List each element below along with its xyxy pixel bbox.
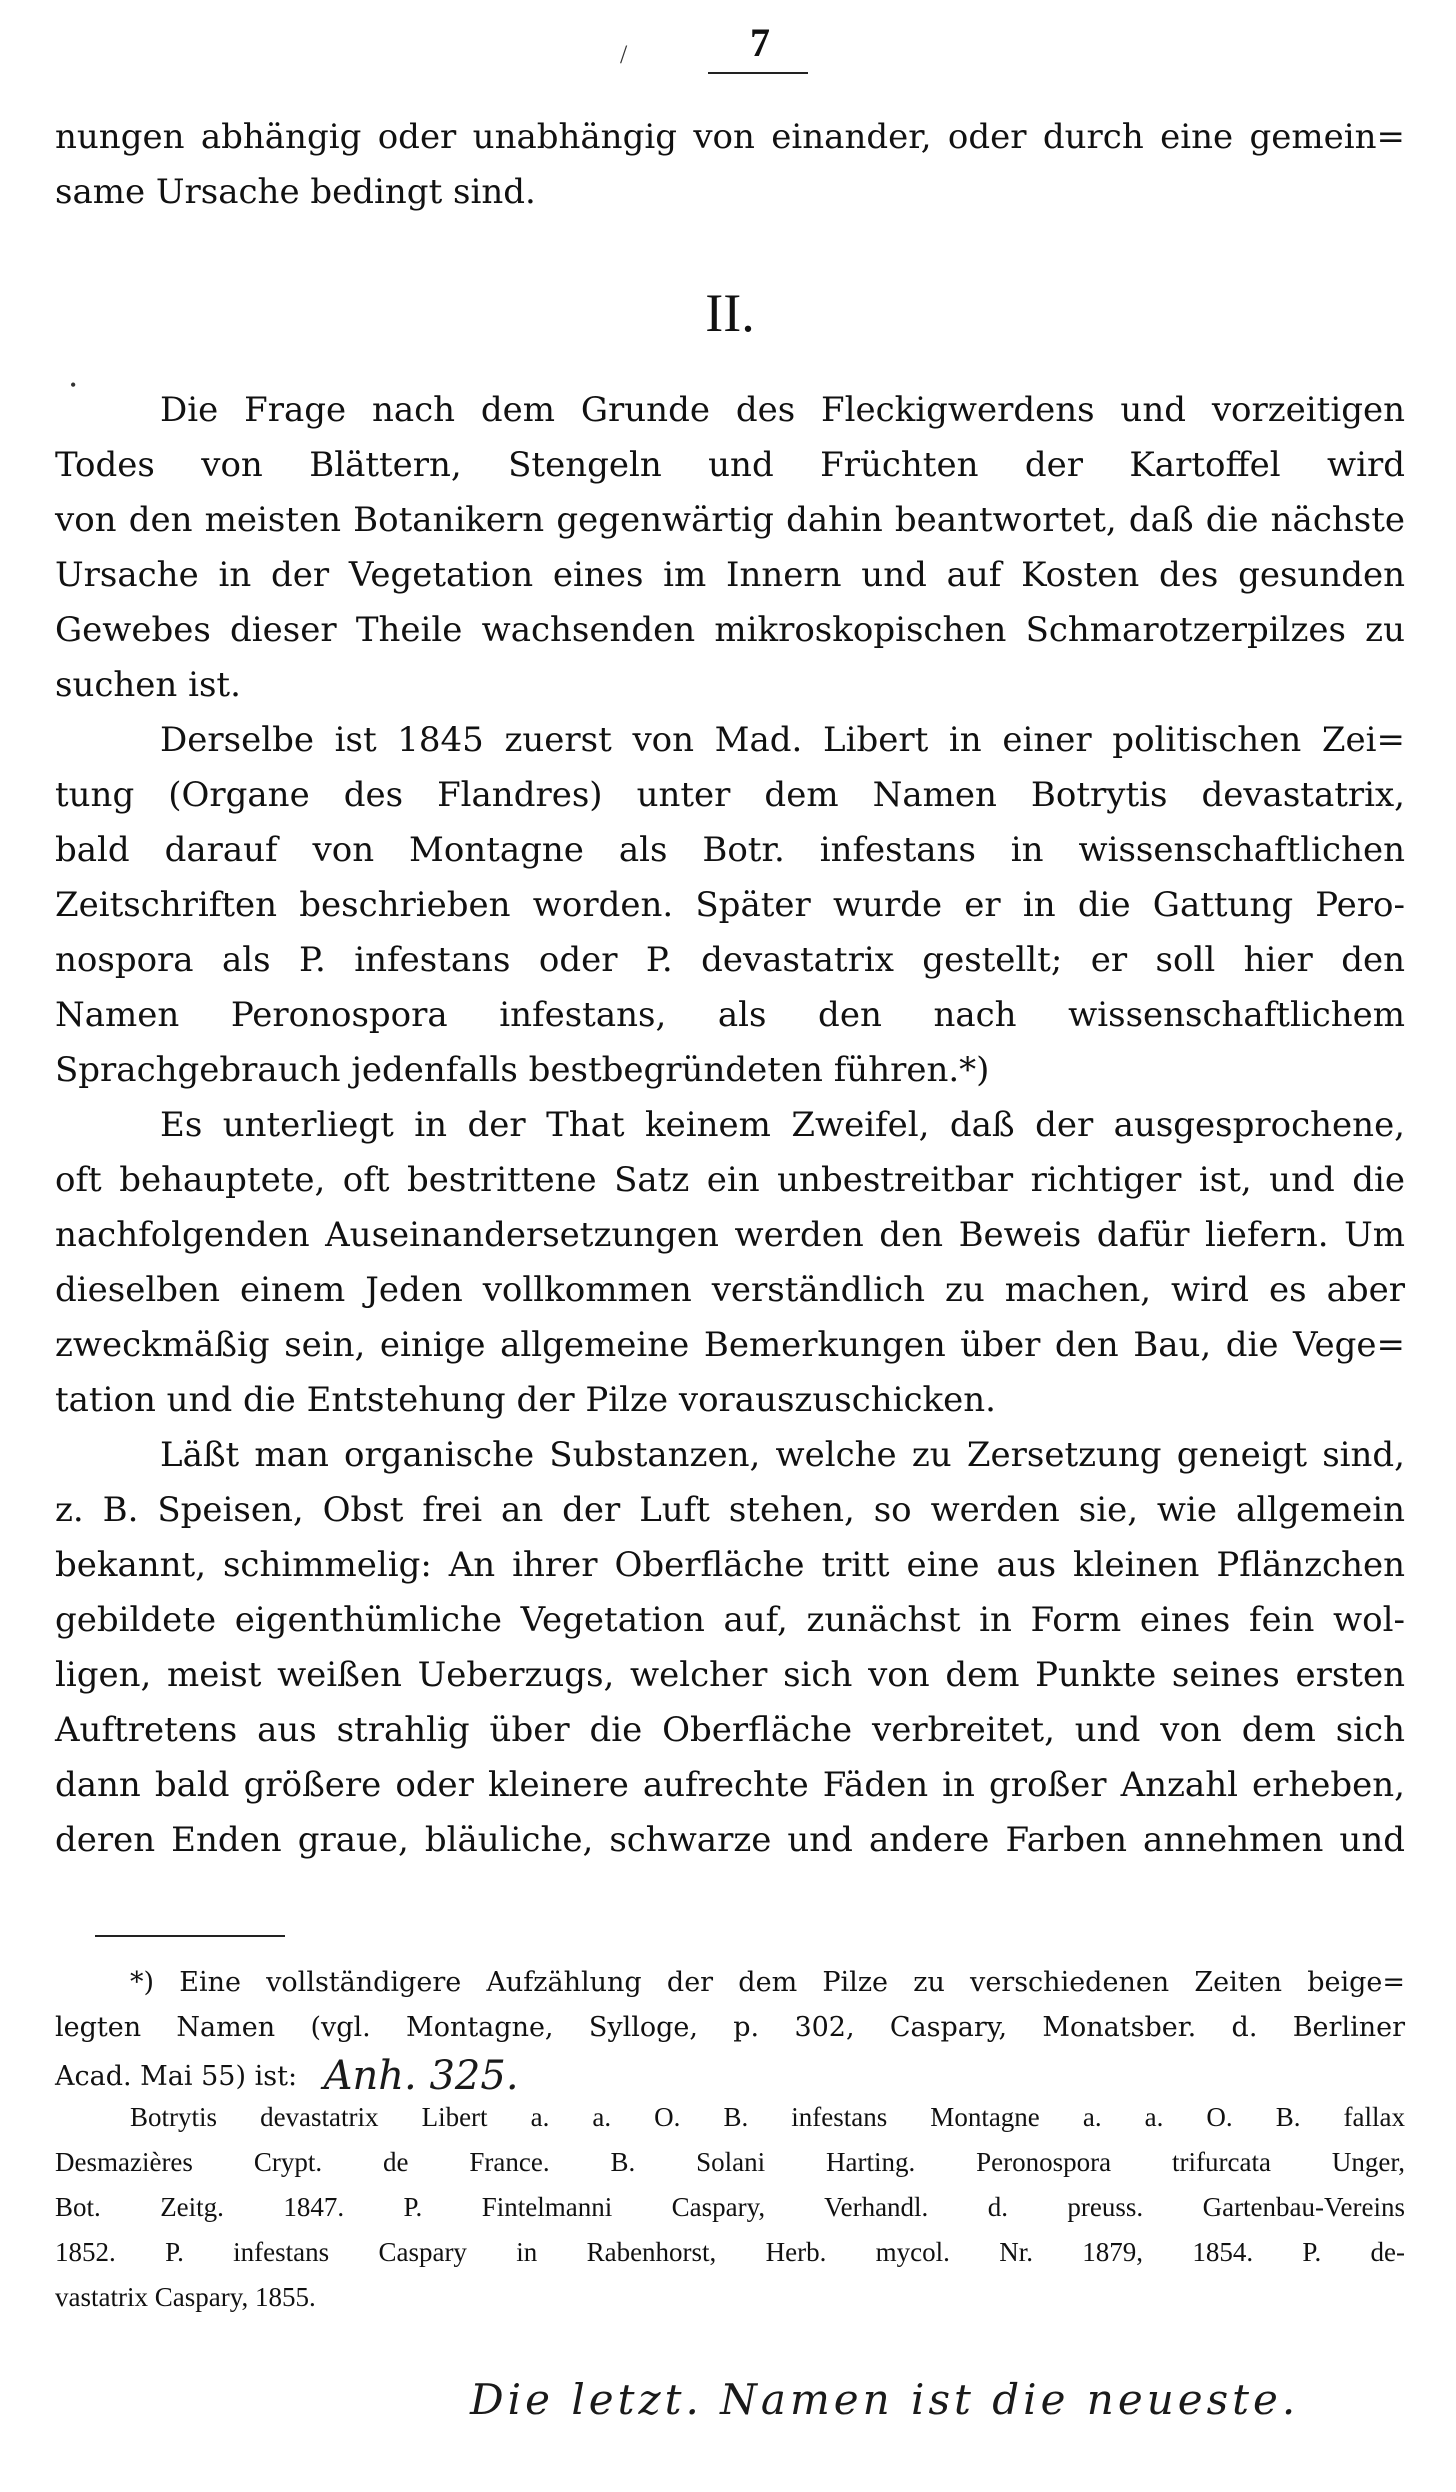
footnote-latin-line: vastatrix Caspary, 1855. [55, 2282, 316, 2312]
footnote-block [55, 1960, 1405, 2320]
main-text [55, 110, 1405, 1868]
footnote-line: legten Namen (vgl. Montagne, Sylloge, p. 302, Caspary, Monatsber. d. Berliner [55, 2012, 1405, 2043]
stray-dot-mark: • [70, 375, 77, 395]
paragraph-3 [55, 1098, 1405, 1428]
text-line: nachfolgenden Auseinandersetzungen werden den Beweis dafür liefern. Um [55, 1215, 1405, 1255]
text-line: ligen, meist weißen Ueberzugs, welcher sich von dem Punkte seines ersten [55, 1655, 1405, 1695]
text-line: Es unterliegt in der That keinem Zweifel, daß der ausgesprochene, [160, 1105, 1405, 1145]
text-line: gebildete eigenthümliche Vegetation auf, zunächst in Form eines fein wol- [55, 1600, 1405, 1640]
footnote-line [55, 2050, 1405, 2099]
text-line: z. B. Speisen, Obst frei an der Luft stehen, so werden sie, wie allgemein [55, 1490, 1405, 1530]
text-line: von den meisten Botanikern gegenwärtig dahin beantwortet, daß die nächste [55, 500, 1405, 540]
text-line: tation und die Entstehung der Pilze vorauszuschicken. [55, 1380, 996, 1420]
text-line: Läßt man organische Substanzen, welche zu Zersetzung geneigt sind, [160, 1435, 1405, 1475]
paragraph-2 [55, 713, 1405, 1098]
footnote-latin-line: Bot. Zeitg. 1847. P. Fintelmanni Caspary, Verhandl. d. preuss. Gartenbau-Vereins [55, 2192, 1405, 2222]
footnote-latin-line: Desmazières Crypt. de France. B. Solani Harting. Peronospora trifurcata Unger, [55, 2147, 1405, 2177]
text-line: suchen ist. [55, 665, 241, 705]
text-line: zweckmäßig sein, einige allgemeine Bemerkungen über den Bau, die Vege= [55, 1325, 1405, 1365]
text-line: tung (Organe des Flandres) unter dem Namen Botrytis devastatrix, [55, 775, 1405, 815]
handwritten-note: Die letzt. Namen ist die neueste. [470, 2375, 1300, 2424]
text-line: Ursache in der Vegetation eines im Innern und auf Kosten des gesunden [55, 555, 1405, 595]
text-line: Derselbe ist 1845 zuerst von Mad. Libert in einer politischen Zei= [160, 720, 1405, 760]
paragraph-4 [55, 1428, 1405, 1868]
page-number: 7 [750, 20, 770, 65]
handwritten-annotation: Anh. 325. [323, 2053, 519, 2099]
text-line: Sprachgebrauch jedenfalls bestbegründeten führen.*) [55, 1050, 990, 1090]
text-line: bald darauf von Montagne als Botr. infestans in wissenschaftlichen [55, 830, 1405, 870]
footnote-text: Acad. Mai 55) ist: [55, 2061, 298, 2092]
footnote-latin-line: 1852. P. infestans Caspary in Rabenhorst, Herb. mycol. Nr. 1879, 1854. P. de- [55, 2237, 1405, 2267]
footnote-line: *) Eine vollständigere Aufzählung der dem Pilze zu verschiedenen Zeiten beige= [130, 1967, 1405, 1998]
text-line: Todes von Blättern, Stengeln und Früchten der Kartoffel wird [55, 445, 1405, 485]
text-line: nospora als P. infestans oder P. devastatrix gestellt; er soll hier den [55, 940, 1405, 980]
stray-pen-mark: / [620, 40, 628, 69]
text-line: Die Frage nach dem Grunde des Fleckigwerdens und vorzeitigen [160, 390, 1405, 430]
text-line: same Ursache bedingt sind. [55, 172, 536, 212]
text-line: nungen abhängig oder unabhängig von einander, oder durch eine gemein= [55, 117, 1405, 157]
text-line: dieselben einem Jeden vollkommen verständlich zu machen, wird es aber [55, 1270, 1405, 1310]
text-line: bekannt, schimmelig: An ihrer Oberfläche tritt eine aus kleinen Pflänzchen [55, 1545, 1405, 1585]
intro-paragraph [55, 110, 1405, 220]
section-heading: II. [705, 283, 755, 343]
footnote-rule [95, 1935, 285, 1937]
text-line: Namen Peronospora infestans, als den nach wissenschaftlichem [55, 995, 1405, 1035]
page-number-rule [708, 72, 808, 74]
text-line: Zeitschriften beschrieben worden. Später wurde er in die Gattung Pero- [55, 885, 1405, 925]
text-line: dann bald größere oder kleinere aufrechte Fäden in großer Anzahl erheben, [55, 1765, 1405, 1805]
text-line: Auftretens aus strahlig über die Oberfläche verbreitet, und von dem sich [55, 1710, 1405, 1750]
paragraph-1 [55, 383, 1405, 713]
page-header [690, 20, 830, 74]
footnote-latin-line: Botrytis devastatrix Libert a. a. O. B. infestans Montagne a. a. O. B. fallax [130, 2102, 1405, 2132]
text-line: oft behauptete, oft bestrittene Satz ein unbestreitbar richtiger ist, und die [55, 1160, 1405, 1200]
text-line: deren Enden graue, bläuliche, schwarze und andere Farben annehmen und [55, 1820, 1405, 1860]
text-line: Gewebes dieser Theile wachsenden mikroskopischen Schmarotzerpilzes zu [55, 610, 1405, 650]
